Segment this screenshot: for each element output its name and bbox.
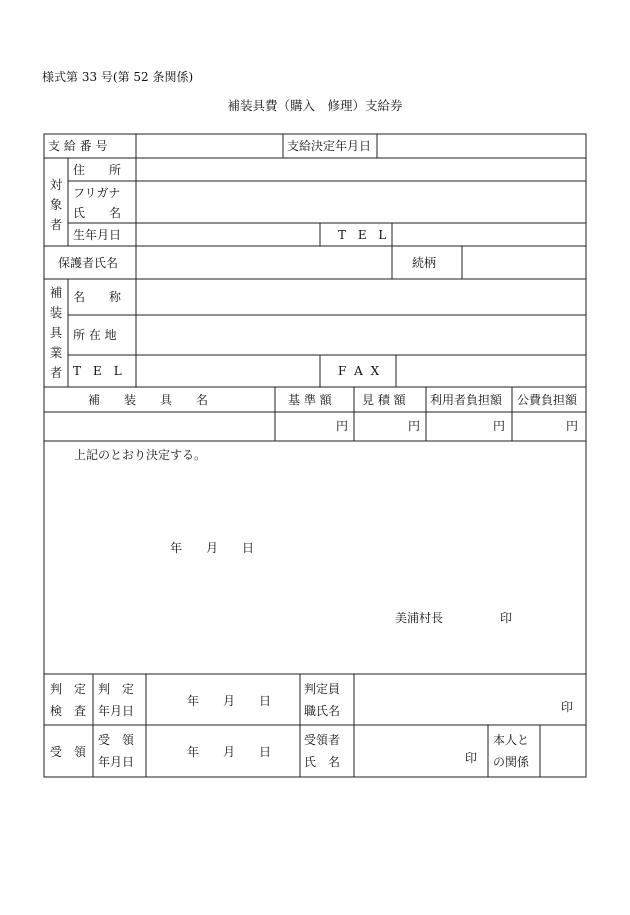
inspector-seal: 印	[561, 700, 574, 714]
guardian-name-label: 保護者氏名	[58, 256, 119, 270]
inspection-date: 年 月 日	[187, 694, 272, 708]
decision-date: 年 月 日	[170, 541, 255, 555]
form-number: 様式第 33 号(第 52 条関係)	[42, 70, 194, 84]
address-label: 住 所	[73, 163, 122, 177]
receipt-date-label-line2: 年月日	[98, 755, 135, 769]
relationship-label: 続柄	[412, 256, 437, 270]
inspection-date-label-line1: 判 定	[98, 682, 135, 696]
item-name-header: 補 装 具 名	[88, 393, 209, 407]
inspection-date-label-line2: 年月日	[98, 704, 135, 718]
inspector-label-line1: 判定員	[304, 682, 341, 696]
subject-label: 対 象 者	[49, 177, 63, 232]
name-label: 氏 名	[73, 206, 122, 220]
receiver-label-line2: 氏 名	[304, 755, 341, 769]
receipt-date: 年 月 日	[187, 745, 272, 759]
furigana-label: フリガナ	[73, 186, 121, 200]
fax-label: F A X	[338, 364, 382, 378]
public-burden-unit: 円	[566, 419, 579, 433]
user-burden-header: 利用者負担額	[430, 393, 503, 407]
relation-label-line2: の関係	[493, 755, 530, 769]
vendor-label: 補 装 具 業 者	[49, 285, 63, 380]
standard-amount-header: 基 準 額	[288, 393, 332, 407]
vendor-tel-label: T E L	[73, 364, 122, 378]
estimate-amount-unit: 円	[408, 419, 421, 433]
receiver-label-line1: 受領者	[304, 733, 341, 747]
payment-number-label: 支 給 番 号	[48, 139, 108, 153]
inspection-label-line2: 検 査	[50, 704, 87, 718]
vendor-name-label: 名 称	[73, 290, 122, 304]
payment-decision-date-label: 支給決定年月日	[287, 139, 372, 153]
estimate-amount-header: 見 積 額	[362, 393, 406, 407]
user-burden-unit: 円	[493, 419, 506, 433]
decision-text: 上記のとおり決定する。	[74, 448, 207, 462]
tel-label: T E L	[338, 228, 391, 242]
vendor-address-label: 所 在 地	[73, 328, 117, 342]
standard-amount-unit: 円	[336, 419, 349, 433]
authority-seal: 印	[500, 611, 513, 625]
relation-label-line1: 本人と	[493, 733, 530, 747]
document-title: 補装具費（購入 修理）支給券	[227, 98, 403, 113]
receiver-seal: 印	[465, 751, 478, 765]
receipt-date-label-line1: 受 領	[98, 733, 135, 747]
inspection-label-line1: 判 定	[50, 682, 87, 696]
receipt-label: 受 領	[50, 745, 87, 759]
public-burden-header: 公費負担額	[517, 393, 578, 407]
authority-name: 美浦村長	[395, 611, 444, 625]
birthdate-label: 生年月日	[73, 228, 122, 242]
inspector-label-line2: 職氏名	[304, 704, 341, 718]
